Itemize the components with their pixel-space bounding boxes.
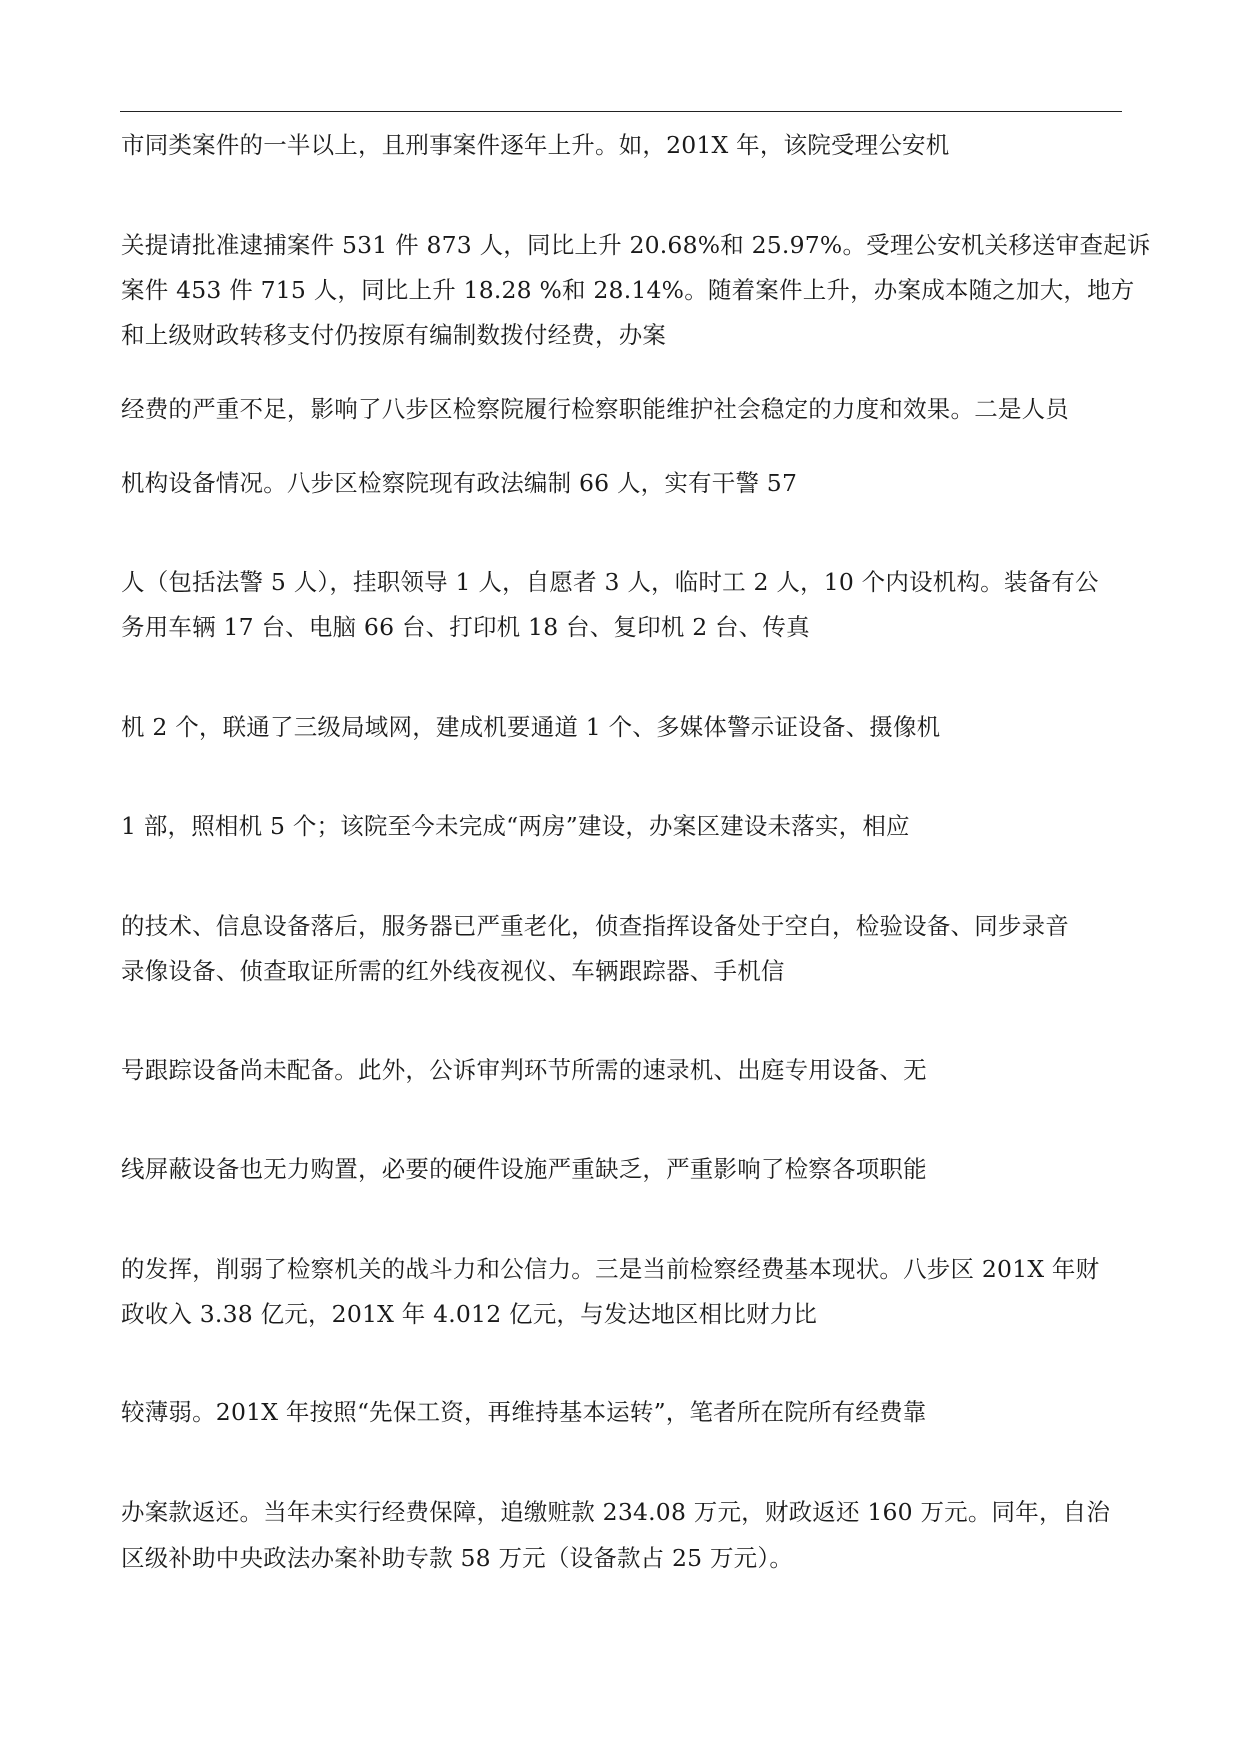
text-line: 较薄弱。201X 年按照“先保工资，再维持基本运转”，笔者所在院所有经费靠	[121, 1398, 927, 1426]
text-line: 机构设备情况。八步区检察院现有政法编制 66 人，实有干警 57	[121, 469, 798, 497]
text-line: 案件 453 件 715 人，同比上升 18.28 %和 28.14%。随着案件上升，办案成本随之加大，地方	[121, 276, 1135, 304]
text-line: 务用车辆 17 台、电脑 66 台、打印机 18 台、复印机 2 台、传真	[121, 613, 810, 641]
text-line: 区级补助中央政法办案补助专款 58 万元（设备款占 25 万元）。	[121, 1544, 794, 1572]
text-line: 录像设备、侦查取证所需的红外线夜视仪、车辆跟踪器、手机信	[121, 957, 785, 985]
header-rule	[120, 111, 1122, 112]
text-line: 人（包括法警 5 人），挂职领导 1 人，自愿者 3 人，临时工 2 人，10 个内设机构。装备有公	[121, 568, 1099, 596]
text-line: 的发挥，削弱了检察机关的战斗力和公信力。三是当前检察经费基本现状。八步区 201X 年财	[121, 1255, 1100, 1283]
text-line: 机 2 个，联通了三级局域网，建成机要通道 1 个、多媒体警示证设备、摄像机	[121, 713, 941, 741]
text-line: 1 部，照相机 5 个；该院至今未完成“两房”建设，办案区建设未落实，相应	[121, 812, 910, 840]
text-line: 和上级财政转移支付仍按原有编制数拨付经费，办案	[121, 321, 667, 349]
text-line: 号跟踪设备尚未配备。此外，公诉审判环节所需的速录机、出庭专用设备、无	[121, 1056, 927, 1084]
text-line: 关提请批准逮捕案件 531 件 873 人，同比上升 20.68%和 25.97%。受理公安机关移送审查起诉	[121, 231, 1151, 259]
text-line: 办案款返还。当年未实行经费保障，追缴赃款 234.08 万元，财政返还 160 万元。同年，自治	[121, 1498, 1111, 1526]
text-line: 经费的严重不足，影响了八步区检察院履行检察职能维护社会稳定的力度和效果。二是人员	[121, 395, 1069, 423]
text-line: 政收入 3.38 亿元，201X 年 4.012 亿元，与发达地区相比财力比	[121, 1300, 818, 1328]
text-line: 市同类案件的一半以上，且刑事案件逐年上升。如，201X 年，该院受理公安机	[121, 131, 950, 159]
text-line: 线屏蔽设备也无力购置，必要的硬件设施严重缺乏，严重影响了检察各项职能	[121, 1155, 927, 1183]
text-line: 的技术、信息设备落后，服务器已严重老化，侦查指挥设备处于空白，检验设备、同步录音	[121, 912, 1069, 940]
